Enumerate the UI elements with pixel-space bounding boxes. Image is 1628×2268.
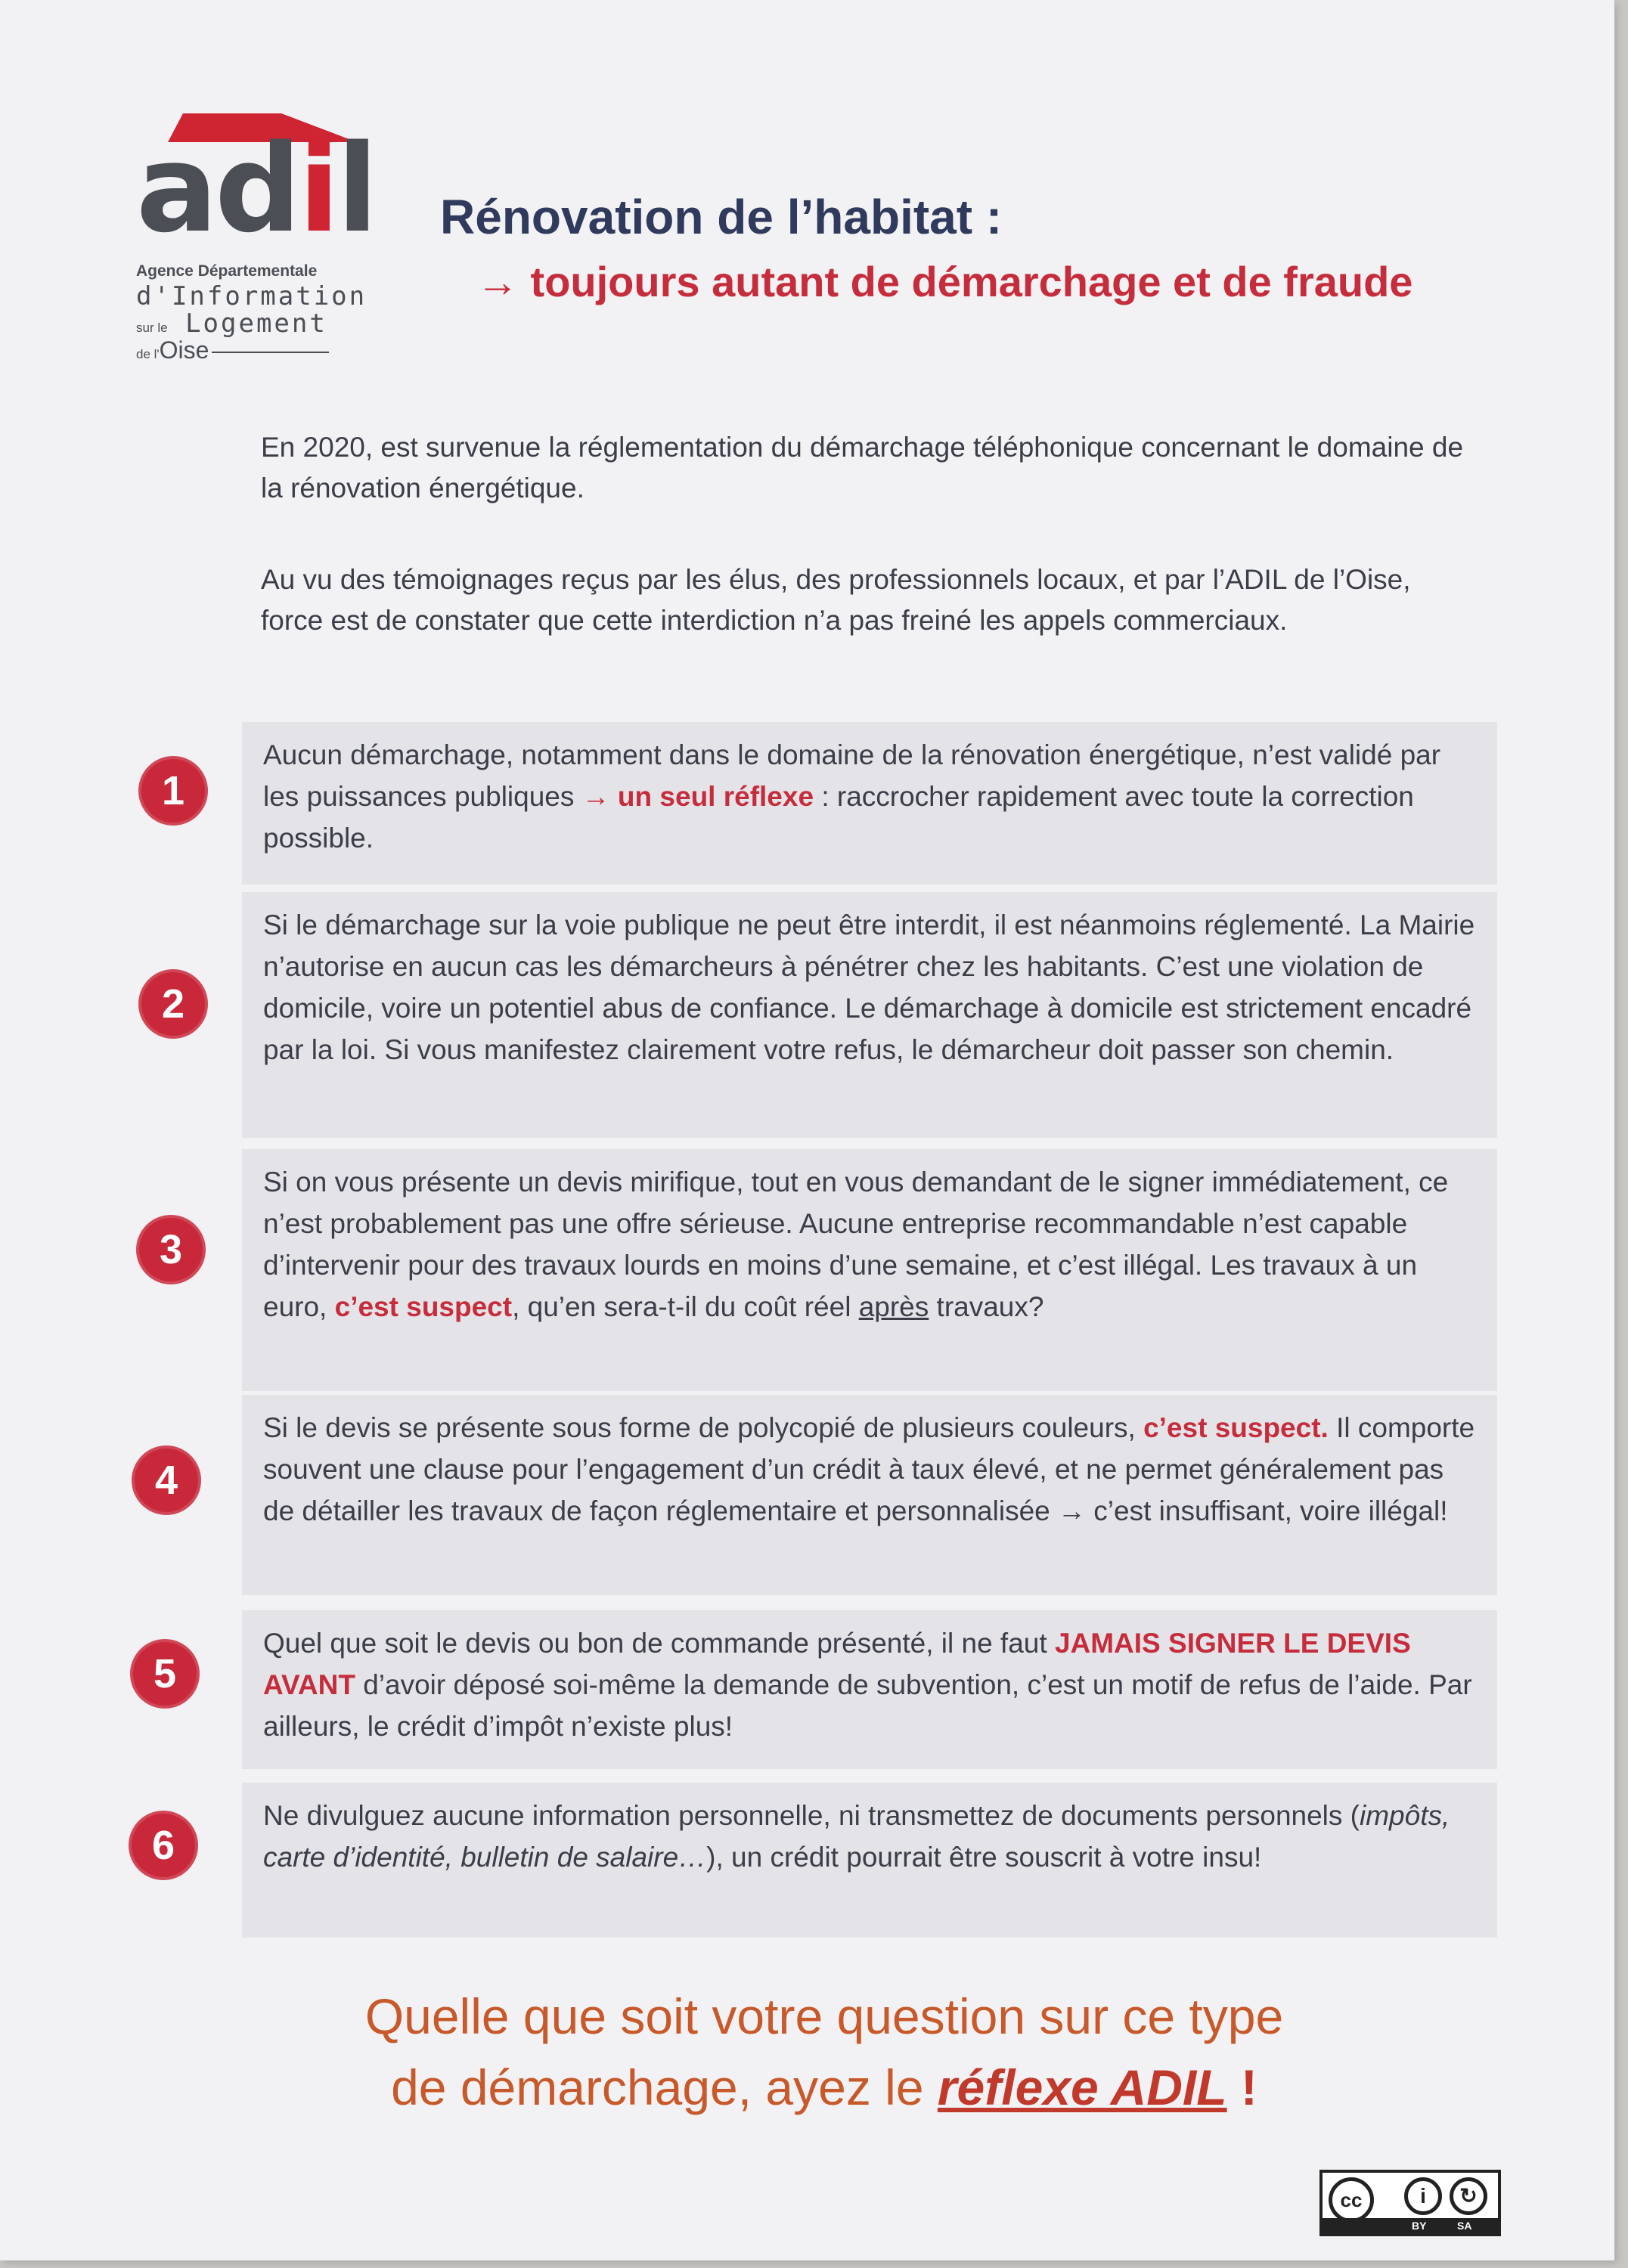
advice-item-2: Si le démarchage sur la voie publique ne peut être interdit, il est néanmoins réglementé. La Mairie n’autorise en aucun cas les démarcheurs à pénétrer chez les habitants. C’est une violation de domicile, voire un potentiel abus de confiance. Le démarchage à domicile est strictement encadré par la loi. Si vous manifestez clairement votre refus, le démarcheur doit passer son chemin. <box>242 892 1497 1138</box>
logo-line-4: de l'Oise <box>136 338 363 362</box>
number-badge-4: 4 <box>132 1445 201 1515</box>
logo-line-2: d'Information <box>136 281 367 311</box>
license-bar <box>1323 2218 1498 2233</box>
adil-logo <box>136 113 376 370</box>
advice-item-1: Aucun démarchage, notamment dans le domaine de la rénovation énergétique, n’est validé par les puissances publiques → un seul réflexe : raccrocher rapidement avec toute la correction possible. <box>242 722 1497 885</box>
cc-license-badge <box>1319 2170 1501 2236</box>
logo-wordmark: adil <box>136 118 376 259</box>
attribution-icon: i <box>1404 2177 1442 2215</box>
page-subtitle: → toujours autant de démarchage et de fraude <box>476 258 1413 305</box>
license-by-label: BY <box>1412 2220 1427 2232</box>
logo-line-3: sur le Logement <box>136 308 327 339</box>
advice-item-6: Ne divulguez aucune information personnelle, ni transmettez de documents personnels (impôts, carte d’identité, bulletin de salaire…), un crédit pourrait être souscrit à votre insu! <box>242 1783 1497 1938</box>
advice-item-3: Si on vous présente un devis mirifique, tout en vous demandant de le signer immédiatement, ce n’est probablement pas une offre sérieuse. Aucune entreprise recommandable n’est capable d’intervenir pour des travaux lourds en moins d’une semaine, et c’est illégal. Les travaux à un euro, c’est suspect, qu’en sera-t-il du coût réel après travaux? <box>242 1149 1497 1391</box>
number-badge-2: 2 <box>138 969 208 1039</box>
number-badge-6: 6 <box>129 1811 198 1880</box>
intro-paragraph-2: Au vu des témoignages reçus par les élus, des professionnels locaux, et par l’ADIL de l’Oise, force est de constater que cette interdiction n’a pas freiné les appels commerciaux. <box>261 564 1411 636</box>
number-badge-5: 5 <box>130 1639 200 1709</box>
advice-item-4: Si le devis se présente sous forme de polycopié de plusieurs couleurs, c’est suspect. Il comporte souvent une clause pour l’engagement d’un crédit à taux élevé, et ne permet généralement pas de détailler les travaux de façon réglementaire et personnalisée → c’est insuffisant, voire illégal! <box>242 1395 1497 1595</box>
footer-line-2: de démarchage, ayez le réflexe ADIL ! <box>391 2059 1257 2115</box>
number-badge-3: 3 <box>136 1215 206 1284</box>
logo-subtitle <box>136 262 367 364</box>
cc-icon: cc <box>1329 2177 1374 2223</box>
share-alike-icon: ↻ <box>1450 2177 1487 2215</box>
page-title: Rénovation de l’habitat : <box>440 190 1003 244</box>
intro-paragraph-1: En 2020, est survenue la réglementation du démarchage téléphonique concernant le domaine de la rénovation énergétique. <box>261 432 1464 503</box>
license-sa-label: SA <box>1457 2220 1472 2232</box>
footer-callout <box>227 1981 1422 2123</box>
logo-line-1: Agence Départementale <box>136 262 318 280</box>
footer-line-1: Quelle que soit votre question sur ce type <box>364 1988 1284 2044</box>
advice-item-5: Quel que soit le devis ou bon de commande présenté, il ne faut JAMAIS SIGNER LE DEVIS AVANT d’avoir déposé soi-même la demande de subvention, c’est un motif de refus de l’aide. Par ailleurs, le crédit d’impôt n’existe plus! <box>242 1610 1497 1769</box>
number-badge-1: 1 <box>138 756 208 826</box>
